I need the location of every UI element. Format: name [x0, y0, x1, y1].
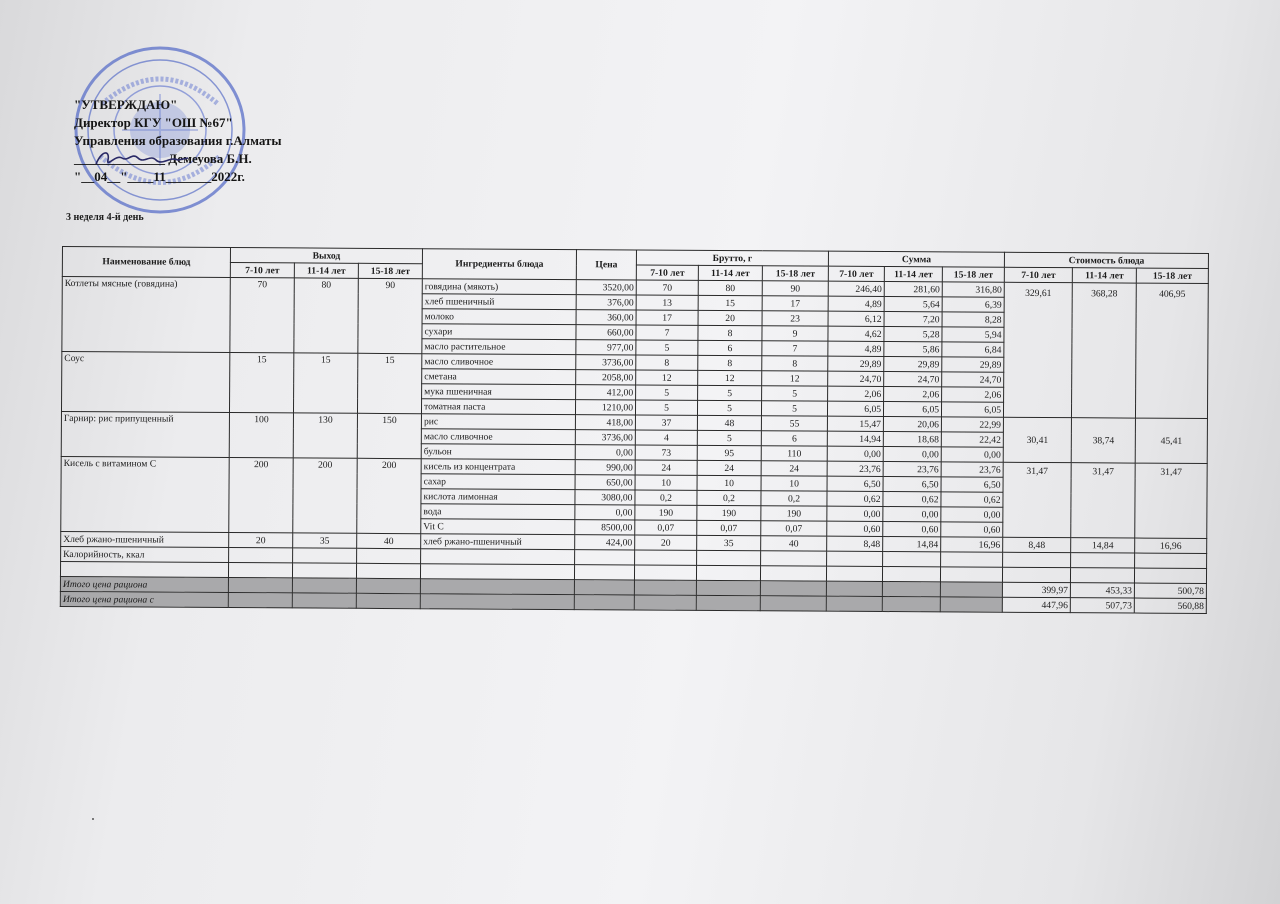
sum-value: 24,70 [942, 372, 1004, 387]
dish-output: 15 [293, 353, 357, 413]
menu-table [60, 246, 1209, 614]
gross-value: 17 [762, 296, 828, 311]
ingredient-price: 376,00 [576, 295, 636, 310]
dish-output: 100 [229, 413, 293, 458]
gross-value: 13 [636, 295, 698, 310]
gross-value: 95 [697, 445, 761, 460]
dish-name: Кисель с витамином С [61, 456, 229, 532]
sum-value: 29,89 [942, 357, 1004, 372]
gross-value: 5 [698, 385, 762, 400]
gross-value: 5 [697, 430, 761, 445]
sum-value: 24,70 [884, 372, 942, 387]
ingredient-name: сметана [422, 369, 576, 385]
sum-value: 0,00 [883, 507, 941, 522]
gross-value: 5 [636, 340, 698, 355]
header-ingredients: Ингредиенты блюда [422, 249, 576, 280]
sum-value: 8,28 [942, 312, 1004, 327]
sum-value: 5,64 [884, 297, 942, 312]
sum-value: 0,60 [883, 522, 941, 537]
dish-output: 200 [229, 458, 293, 533]
dish-name: Соус [61, 352, 229, 413]
sum-value: 6,50 [827, 476, 883, 491]
sum-value: 6,05 [828, 401, 884, 416]
ingredient-name: молоко [422, 309, 576, 325]
gross-value: 73 [635, 445, 697, 460]
header-gross-age3: 15-18 лет [762, 266, 828, 281]
gross-value: 190 [761, 506, 827, 521]
header-price: Цена [576, 250, 636, 280]
ingredient-price: 418,00 [575, 415, 635, 430]
ingredient-price: 0,00 [575, 445, 635, 460]
sum-value: 0,60 [941, 522, 1003, 537]
dish-output: 70 [230, 278, 294, 353]
approval-department: Управления образования г.Алматы [74, 133, 282, 148]
sum-value: 246,40 [828, 281, 884, 296]
sum-value: 6,12 [828, 311, 884, 326]
sum-value: 2,06 [884, 387, 942, 402]
gross-value: 12 [698, 370, 762, 385]
header-sum-age1: 7-10 лет [828, 266, 884, 281]
dish-cost: 45,41 [1135, 418, 1207, 463]
header-out-age1: 7-10 лет [230, 263, 294, 278]
sum-value: 2,06 [942, 387, 1004, 402]
ingredient-price: 0,00 [575, 505, 635, 520]
dish-output: 15 [357, 353, 421, 413]
gross-value: 37 [635, 415, 697, 430]
ingredient-name: кисель из концентрата [421, 459, 575, 475]
ingredient-name: масло сливочное [422, 354, 576, 370]
ingredient-price: 660,00 [576, 325, 636, 340]
sum-value: 6,84 [942, 342, 1004, 357]
approval-title: "УТВЕРЖДАЮ" [74, 97, 178, 112]
dish-cost: 406,95 [1136, 283, 1209, 418]
header-dish: Наименование блюд [62, 247, 230, 278]
sum-value: 22,42 [941, 432, 1003, 447]
gross-value: 10 [697, 475, 761, 490]
dish-cost: 14,84 [1071, 538, 1135, 553]
gross-value: 190 [697, 505, 761, 520]
header-sum-age2: 11-14 лет [884, 267, 942, 282]
gross-value: 90 [762, 281, 828, 296]
gross-value: 0,07 [761, 521, 827, 536]
handwritten-signature [92, 146, 192, 174]
ingredient-price: 1210,00 [576, 400, 636, 415]
header-output: Выход [230, 248, 422, 264]
ingredient-price: 3736,00 [575, 430, 635, 445]
dish-output: 15 [229, 353, 293, 413]
ingredient-price: 8500,00 [575, 520, 635, 535]
header-out-age3: 15-18 лет [358, 263, 422, 278]
sum-value: 7,20 [884, 312, 942, 327]
header-cost-age1: 7-10 лет [1004, 267, 1072, 282]
ingredient-price: 360,00 [576, 310, 636, 325]
ingredient-name: хлеб ржано-пшеничный [421, 534, 575, 550]
gross-value: 0,07 [635, 520, 697, 535]
dish-output: 200 [357, 458, 421, 533]
approval-director: Директор КГУ "ОШ №67" [74, 115, 233, 130]
gross-value: 20 [698, 310, 762, 325]
header-gross-age1: 7-10 лет [636, 265, 698, 280]
gross-value: 0,07 [697, 520, 761, 535]
dish-cost: 368,28 [1072, 283, 1137, 418]
ingredient-price: 990,00 [575, 460, 635, 475]
gross-value: 110 [761, 446, 827, 461]
ingredient-price: 2058,00 [576, 370, 636, 385]
ingredient-name: Vit C [421, 519, 575, 535]
gross-value: 10 [635, 475, 697, 490]
dish-output: 130 [293, 413, 357, 458]
total-label: Итого цена рациона с [60, 591, 228, 607]
ingredient-name: бульон [421, 444, 575, 460]
gross-value: 8 [636, 355, 698, 370]
gross-value: 40 [761, 536, 827, 551]
ingredient-price: 424,00 [575, 535, 635, 550]
sum-value: 0,62 [827, 491, 883, 506]
ingredient-name: хлеб пшеничный [422, 294, 576, 310]
sum-value: 0,62 [941, 492, 1003, 507]
sum-value: 23,76 [827, 461, 883, 476]
sum-value: 16,96 [941, 537, 1003, 552]
dish-name: Гарнир: рис припущенный [61, 411, 229, 457]
ingredient-name: масло сливочное [421, 429, 575, 445]
sum-value: 6,50 [941, 477, 1003, 492]
gross-value: 24 [697, 460, 761, 475]
header-out-age2: 11-14 лет [294, 263, 358, 278]
ingredient-price: 650,00 [575, 475, 635, 490]
gross-value: 7 [636, 325, 698, 340]
sum-value: 18,68 [883, 432, 941, 447]
ingredient-price: 3080,00 [575, 490, 635, 505]
dish-cost: 30,41 [1003, 417, 1071, 462]
gross-value: 6 [761, 431, 827, 446]
week-day-label: 3 неделя 4-й день [66, 212, 144, 223]
gross-value: 55 [761, 416, 827, 431]
header-cost-age3: 15-18 лет [1136, 268, 1208, 283]
gross-value: 35 [697, 535, 761, 550]
header-gross: Брутто, г [636, 250, 828, 266]
dish-output: 40 [357, 533, 421, 548]
total-value: 560,88 [1134, 598, 1206, 613]
gross-value: 80 [698, 280, 762, 295]
sum-value: 0,00 [941, 507, 1003, 522]
gross-value: 5 [636, 385, 698, 400]
total-value: 507,73 [1070, 598, 1134, 613]
gross-value: 0,2 [635, 490, 697, 505]
gross-value: 5 [762, 386, 828, 401]
gross-value: 7 [762, 341, 828, 356]
total-value: 500,78 [1134, 583, 1206, 598]
dish-output: 150 [357, 413, 421, 458]
total-value: 447,96 [1002, 597, 1070, 612]
sum-value: 6,50 [883, 477, 941, 492]
sum-value: 15,47 [827, 416, 883, 431]
ingredient-name: вода [421, 504, 575, 520]
dish-cost: 329,61 [1004, 282, 1073, 417]
dish-cost: 31,47 [1071, 463, 1135, 538]
ingredient-name: сахар [421, 474, 575, 490]
sum-value: 5,28 [884, 327, 942, 342]
gross-value: 10 [761, 476, 827, 491]
ingredient-name: кислота лимонная [421, 489, 575, 505]
dish-cost: 8,48 [1003, 537, 1071, 552]
ingredient-name: мука пшеничная [422, 384, 576, 400]
gross-value: 190 [635, 505, 697, 520]
sum-value: 0,60 [827, 521, 883, 536]
sum-value: 0,62 [883, 492, 941, 507]
dish-output: 35 [293, 533, 357, 548]
dish-name: Хлеб ржано-пшеничный [61, 531, 229, 547]
gross-value: 5 [636, 400, 698, 415]
gross-value: 8 [698, 355, 762, 370]
header-cost-age2: 11-14 лет [1072, 268, 1136, 283]
sum-value: 29,89 [884, 357, 942, 372]
gross-value: 24 [761, 461, 827, 476]
gross-value: 8 [762, 356, 828, 371]
dish-cost: 31,47 [1135, 463, 1207, 538]
sum-value: 5,94 [942, 327, 1004, 342]
ingredient-price: 977,00 [576, 340, 636, 355]
ingredient-name: масло растительное [422, 339, 576, 355]
dish-cost: 38,74 [1071, 418, 1135, 463]
sum-value: 23,76 [941, 462, 1003, 477]
ingredient-price: 3520,00 [576, 280, 636, 295]
dish-cost: 16,96 [1135, 538, 1207, 553]
paper-speck [92, 818, 94, 820]
sum-value: 8,48 [827, 536, 883, 551]
sum-value: 2,06 [828, 386, 884, 401]
sum-value: 4,62 [828, 326, 884, 341]
sum-value: 0,00 [941, 447, 1003, 462]
total-value: 453,33 [1070, 583, 1134, 598]
approval-date: "__04__"____11_______2022г. [74, 169, 245, 184]
gross-value: 12 [636, 370, 698, 385]
sum-value: 0,00 [827, 446, 883, 461]
dish-output: 200 [293, 458, 357, 533]
gross-value: 9 [762, 326, 828, 341]
gross-value: 20 [635, 535, 697, 550]
gross-value: 70 [636, 280, 698, 295]
sum-value: 0,00 [883, 447, 941, 462]
sum-value: 14,94 [827, 431, 883, 446]
gross-value: 6 [698, 340, 762, 355]
sum-value: 0,00 [827, 506, 883, 521]
gross-value: 48 [697, 415, 761, 430]
sum-value: 281,60 [884, 282, 942, 297]
gross-value: 5 [698, 400, 762, 415]
approval-signatory: ______________ Демеуова Б.Н. [74, 151, 252, 166]
sum-value: 4,89 [828, 296, 884, 311]
dish-output: 20 [229, 533, 293, 548]
sum-value: 316,80 [942, 282, 1004, 297]
gross-value: 8 [698, 325, 762, 340]
sum-value: 6,05 [942, 402, 1004, 417]
gross-value: 24 [635, 460, 697, 475]
dish-output: 80 [294, 278, 358, 353]
gross-value: 23 [762, 311, 828, 326]
calories-label: Калорийность, ккал [61, 546, 229, 562]
ingredient-name: сухари [422, 324, 576, 340]
header-gross-age2: 11-14 лет [698, 265, 762, 280]
total-value: 399,97 [1002, 582, 1070, 597]
ingredient-name: томатная паста [422, 399, 576, 415]
dish-cost: 31,47 [1003, 462, 1071, 537]
total-label: Итого цена рациона [60, 576, 228, 592]
sum-value: 23,76 [883, 462, 941, 477]
gross-value: 4 [635, 430, 697, 445]
header-sum: Сумма [828, 251, 1004, 267]
gross-value: 17 [636, 310, 698, 325]
ingredient-price: 412,00 [576, 385, 636, 400]
header-sum-age3: 15-18 лет [942, 267, 1004, 282]
ingredient-name: рис [421, 414, 575, 430]
dish-name: Котлеты мясные (говядина) [62, 277, 230, 353]
gross-value: 0,2 [697, 490, 761, 505]
ingredient-name: говядина (мякоть) [422, 279, 576, 295]
ingredient-price: 3736,00 [576, 355, 636, 370]
dish-output: 90 [358, 278, 422, 353]
sum-value: 20,06 [883, 417, 941, 432]
sum-value: 6,05 [884, 402, 942, 417]
gross-value: 12 [762, 371, 828, 386]
sum-value: 6,39 [942, 297, 1004, 312]
sum-value: 5,86 [884, 342, 942, 357]
header-cost: Стоимость блюда [1004, 252, 1208, 268]
sum-value: 14,84 [883, 537, 941, 552]
sum-value: 29,89 [828, 356, 884, 371]
sum-value: 22,99 [941, 417, 1003, 432]
gross-value: 15 [698, 295, 762, 310]
sum-value: 24,70 [828, 371, 884, 386]
sum-value: 4,89 [828, 341, 884, 356]
gross-value: 0,2 [761, 491, 827, 506]
gross-value: 5 [762, 401, 828, 416]
